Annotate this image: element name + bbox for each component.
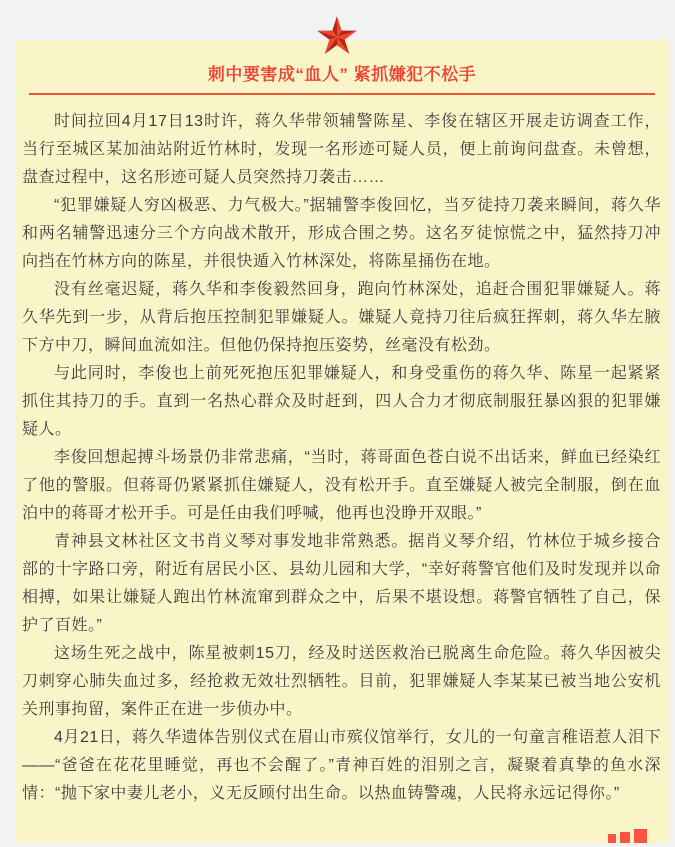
red-square-large: [634, 829, 647, 843]
red-square-small: [608, 834, 616, 843]
paragraph: 没有丝毫迟疑，蒋久华和李俊毅然回身，跑向竹林深处，追赶合围犯罪嫌疑人。蒋久华先到一步，从背后抱压控制犯罪嫌疑人。嫌疑人竟持刀往后疯狂挥刺，蒋久华左腋下方中刀，瞬间血流如注。但他仍保持抱压姿势，丝毫没有松劲。: [22, 281, 661, 354]
article-panel: [15, 40, 669, 843]
paragraph: 李俊回想起搏斗场景仍非常悲痛，“当时，蒋哥面色苍白说不出话来，鲜血已经染红了他的警服。但蒋哥仍紧紧抓住嫌疑人，没有松开手。直至嫌疑人被完全制服，倒在血泊中的蒋哥才松开手。可是任由我们呼喊，他再也没睁开双眼。”: [22, 449, 661, 522]
paragraph: 4月21日，蒋久华遗体告别仪式在眉山市殡仪馆举行，女儿的一句童言稚语惹人泪下——“爸爸在花花里睡觉，再也不会醒了。”青神百姓的泪别之言，凝聚着真挚的鱼水深情：“抛下家中妻儿老小，义无反顾付出生命。以热血铸警魂，人民将永远记得你。”: [22, 729, 661, 802]
paragraph: 时间拉回4月17日13时许，蒋久华带领辅警陈星、李俊在辖区开展走访调查工作，当行至城区某加油站附近竹林时，发现一名形迹可疑人员，便上前询问盘查。未曾想，盘查过程中，这名形迹可疑人员突然持刀袭击……: [22, 113, 661, 186]
paragraph: “犯罪嫌疑人穷凶极恶、力气极大。”据辅警李俊回忆，当歹徒持刀袭来瞬间，蒋久华和两名辅警迅速分三个方向战术散开，形成合围之势。这名歹徒惊慌之中，猛然持刀冲向挡在竹林方向的陈星，并很快遁入竹林深处，将陈星捅伤在地。: [22, 197, 661, 270]
article-title: 刺中要害成“血人” 紧抓嫌犯不松手: [207, 65, 477, 84]
red-star-icon: [316, 15, 358, 58]
paragraph: 这场生死之战中，陈星被刺15刀，经及时送医救治已脱离生命危险。蒋久华因被尖刀刺穿心肺失血过多，经抢救无效壮烈牺牲。目前，犯罪嫌疑人李某某已被当地公安机关刑事拘留，案件正在进一步侦办中。: [22, 645, 661, 718]
red-square-medium: [620, 832, 630, 843]
article-body: [15, 95, 669, 808]
corner-squares-decoration: [608, 829, 647, 843]
paragraph: 与此同时，李俊也上前死死抱压犯罪嫌疑人，和身受重伤的蒋久华、陈星一起紧紧抓住其持刀的手。直到一名热心群众及时赶到，四人合力才彻底制服狂暴凶狠的犯罪嫌疑人。: [22, 365, 661, 438]
paragraph: 青神县文林社区文书肖义琴对事发地非常熟悉。据肖义琴介绍，竹林位于城乡接合部的十字路口旁，附近有居民小区、县幼儿园和大学，“幸好蒋警官他们及时发现并以命相搏，如果让嫌疑人跑出竹林流窜到群众之中，后果不堪设想。蒋警官牺牲了自己，保护了百姓。”: [22, 533, 661, 634]
